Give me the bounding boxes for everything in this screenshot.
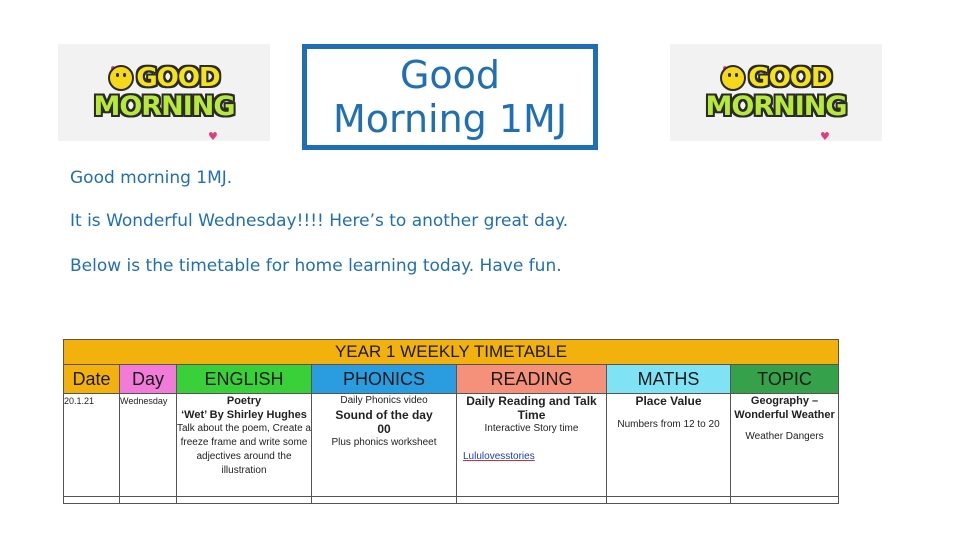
header-day: Day	[120, 365, 177, 394]
cell-date: 20.1.21	[64, 394, 120, 497]
phonics-worksheet: Plus phonics worksheet	[331, 437, 437, 448]
english-title: Poetry	[226, 395, 262, 407]
logo-text-good: GOOD	[136, 63, 220, 93]
smiley-icon	[108, 65, 134, 91]
cell-reading	[457, 394, 607, 497]
topic-task: Weather Dangers	[745, 431, 824, 442]
table-row-partial	[64, 497, 839, 504]
timetable-title: YEAR 1 WEEKLY TIMETABLE	[64, 340, 839, 365]
good-morning-logo-right	[670, 44, 882, 141]
logo-text-morning: MORNING	[705, 91, 847, 122]
header-phonics: PHONICS	[312, 365, 457, 394]
greeting-line: Good morning 1MJ.	[70, 168, 233, 188]
heart-icon: ♥	[208, 130, 218, 143]
table-row	[64, 394, 839, 497]
heart-icon: ♥	[820, 130, 830, 143]
logo-text-good: GOOD	[748, 63, 832, 93]
header-english: ENGLISH	[177, 365, 312, 394]
header-date: Date	[64, 365, 120, 394]
phonics-sound-value: 00	[377, 422, 391, 436]
phonics-sound-label: Sound of the day	[335, 408, 433, 422]
greeting-line: Below is the timetable for home learning today. Have fun.	[70, 256, 562, 276]
cell-maths	[607, 394, 731, 497]
maths-title: Place Value	[635, 394, 702, 408]
header-topic: TOPIC	[731, 365, 839, 394]
logo-text-morning: MORNING	[93, 91, 235, 122]
header-maths: MATHS	[607, 365, 731, 394]
cell-day: Wednesday	[120, 394, 177, 497]
cell-phonics	[312, 394, 457, 497]
cell-english	[177, 394, 312, 497]
weekly-timetable	[63, 339, 839, 504]
header-reading: READING	[457, 365, 607, 394]
english-subtitle: ‘Wet’ By Shirley Hughes	[181, 409, 307, 421]
reading-link[interactable]: Lululovesstories	[463, 451, 535, 462]
topic-title: Geography – Wonderful Weather	[734, 395, 835, 421]
english-task: Talk about the poem, Create a freeze frame and write some adjectives around the illustration	[177, 423, 311, 476]
greeting-line: It is Wonderful Wednesday!!!! Here’s to another great day.	[70, 211, 569, 231]
smiley-icon	[720, 65, 746, 91]
reading-title: Daily Reading and Talk Time	[466, 394, 597, 422]
page-title-line2: Morning 1MJ	[332, 97, 568, 141]
maths-task: Numbers from 12 to 20	[617, 419, 720, 430]
phonics-video: Daily Phonics video	[340, 395, 428, 406]
page-title-line1: Good	[399, 53, 501, 97]
cell-topic	[731, 394, 839, 497]
reading-activity: Interactive Story time	[484, 423, 579, 434]
page-title-box	[302, 44, 598, 150]
good-morning-logo-left	[58, 44, 270, 141]
